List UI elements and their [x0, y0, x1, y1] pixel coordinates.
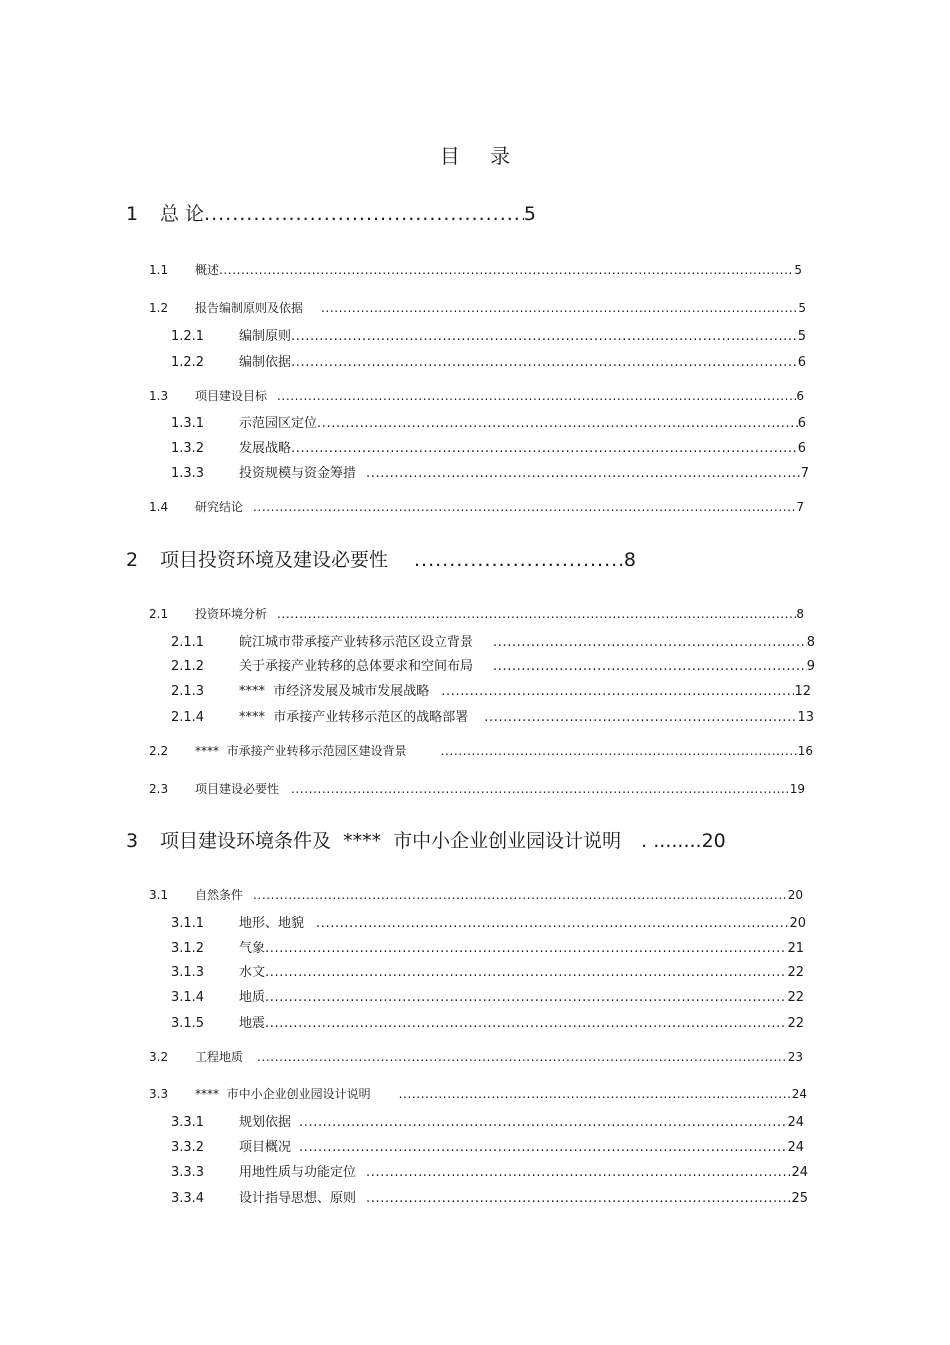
- toc-number: 2.2: [149, 744, 169, 758]
- toc-label: 皖江城市带承接产业转移示范区设立背景: [239, 635, 474, 650]
- toc-entry-section[interactable]: [149, 605, 804, 623]
- toc-number: 3.3: [149, 1087, 169, 1101]
- toc-label: 设计指导思想、原则: [239, 1191, 357, 1206]
- toc-leader: [265, 1015, 787, 1033]
- toc-page-number: 7: [796, 500, 804, 514]
- toc-label: 发展战略: [239, 441, 292, 456]
- toc-label: 研究结论: [195, 500, 244, 514]
- toc-page-number: 12: [794, 684, 811, 699]
- toc-entry-chapter[interactable]: [126, 828, 786, 854]
- toc-page-number: 9: [806, 659, 815, 674]
- toc-page-number: 7: [800, 466, 809, 481]
- toc-label: 项目建设必要性: [195, 782, 280, 796]
- toc-number: 3.1: [149, 888, 169, 902]
- toc-label: 投资环境分析: [195, 607, 268, 621]
- toc-entry-subsection[interactable]: [171, 915, 806, 933]
- toc-page-number: 8: [623, 549, 636, 571]
- toc-leader: [265, 989, 787, 1007]
- toc-page-number: 13: [797, 710, 814, 725]
- toc-leader: [299, 1139, 787, 1157]
- toc-entry-subsection[interactable]: [171, 465, 809, 483]
- toc-label: 项目投资环境及建设必要性: [160, 549, 389, 571]
- toc-label: 地震: [239, 1016, 266, 1031]
- toc-leader: [366, 465, 801, 483]
- toc-label: 地质: [239, 990, 266, 1005]
- toc-label: 项目建设环境条件及 **** 市中小企业创业园设计说明: [160, 830, 622, 852]
- toc-number: 3.1.5: [171, 1016, 205, 1031]
- toc-label: 用地性质与功能定位: [239, 1165, 357, 1180]
- toc-leader: [316, 915, 789, 933]
- toc-entry-subsection[interactable]: [171, 1139, 804, 1157]
- toc-page-number: 24: [787, 1115, 804, 1130]
- toc-leader: [441, 742, 798, 760]
- toc-number: 3.2: [149, 1050, 169, 1064]
- toc-leader: [265, 964, 787, 982]
- toc-label: 编制原则: [239, 329, 292, 344]
- toc-page-number: 24: [791, 1165, 808, 1180]
- toc-page-number: 22: [787, 990, 804, 1005]
- toc-number: 3.1.2: [171, 941, 205, 956]
- toc-entry-subsection[interactable]: [171, 1190, 808, 1208]
- toc-leader: [253, 498, 796, 516]
- toc-number: 3.1.3: [171, 965, 205, 980]
- toc-page-number: 5: [798, 301, 806, 315]
- toc-number: 1.3.1: [171, 416, 205, 431]
- toc-number: 3: [126, 830, 139, 852]
- toc-leader: [366, 1190, 791, 1208]
- toc-label: 关于承接产业转移的总体要求和空间布局: [239, 659, 474, 674]
- toc-number: 1.3.2: [171, 441, 205, 456]
- toc-entry-subsection[interactable]: [171, 709, 814, 727]
- toc-leader: [265, 940, 787, 958]
- toc-entry-subsection[interactable]: [171, 354, 806, 372]
- toc-leader: [441, 683, 794, 701]
- toc-entry-subsection[interactable]: [171, 1164, 808, 1182]
- toc-label: **** 市承接产业转移示范区的战略部署: [239, 710, 469, 725]
- toc-entry-section[interactable]: [149, 1048, 803, 1066]
- toc-page-number: 22: [787, 1016, 804, 1031]
- toc-page-number: 24: [787, 1140, 804, 1155]
- toc-number: 2.3: [149, 782, 169, 796]
- toc-number: 1: [126, 203, 139, 225]
- toc-leader: [277, 605, 796, 623]
- toc-leader: [299, 1114, 787, 1132]
- toc-number: 2.1.3: [171, 684, 205, 699]
- toc-page-number: 20: [787, 888, 803, 902]
- toc-leader: [257, 1048, 788, 1066]
- toc-entry-chapter[interactable]: [126, 547, 636, 573]
- toc-leader: [414, 547, 624, 573]
- toc-label: 概述: [195, 263, 220, 277]
- toc-number: 2.1.2: [171, 659, 205, 674]
- toc-leader: [253, 886, 788, 904]
- toc-number: 1.4: [149, 500, 169, 514]
- toc-page-number: 8: [806, 635, 815, 650]
- toc-number: 1.3: [149, 389, 169, 403]
- toc-entry-subsection[interactable]: [171, 1114, 804, 1132]
- toc-number: 3.3.1: [171, 1115, 205, 1130]
- toc-entry-section[interactable]: [149, 1085, 807, 1103]
- toc-label: 地形、地貌: [239, 916, 305, 931]
- toc-number: 2: [126, 549, 139, 571]
- toc-entry-subsection[interactable]: [171, 328, 806, 346]
- toc-entry-chapter[interactable]: [126, 201, 536, 227]
- toc-leader: [219, 261, 794, 279]
- toc-number: 1.2.2: [171, 355, 205, 370]
- toc-entry-subsection[interactable]: [171, 1015, 804, 1033]
- toc-entry-subsection[interactable]: [171, 658, 815, 676]
- toc-leader: [291, 440, 798, 458]
- toc-page-number: 19: [789, 782, 805, 796]
- toc-entry-subsection[interactable]: [171, 940, 804, 958]
- toc-entry-section[interactable]: [149, 886, 803, 904]
- toc-leader: [204, 201, 524, 227]
- toc-number: 2.1: [149, 607, 169, 621]
- toc-number: 3.1.4: [171, 990, 205, 1005]
- toc-number: 3.1.1: [171, 916, 205, 931]
- toc-label: 报告编制原则及依据: [195, 301, 304, 315]
- toc-label: 水文: [239, 965, 266, 980]
- toc-number: 3.3.2: [171, 1140, 205, 1155]
- toc-label: 工程地质: [195, 1050, 244, 1064]
- toc-label: 规划依据: [239, 1115, 292, 1130]
- toc-label: 示范园区定位: [239, 416, 318, 431]
- toc-label: 项目概况: [239, 1140, 292, 1155]
- toc-entry-subsection[interactable]: [171, 415, 806, 433]
- toc-number: 2.1.4: [171, 710, 205, 725]
- page-title: 目 录: [439, 144, 523, 168]
- toc-entry-section[interactable]: [149, 780, 805, 798]
- toc-entry-subsection[interactable]: [171, 964, 804, 982]
- toc-leader: [291, 328, 798, 346]
- toc-label: **** 市经济发展及城市发展战略: [239, 684, 430, 699]
- toc-leader: [321, 299, 798, 317]
- toc-label: 投资规模与资金筹措: [239, 466, 357, 481]
- toc-page-number: . ........20: [641, 830, 726, 852]
- toc-page-number: 6: [797, 441, 806, 456]
- toc-label: **** 市承接产业转移示范园区建设背景: [195, 744, 407, 758]
- toc-leader: [291, 780, 790, 798]
- toc-entry-section[interactable]: [149, 498, 804, 516]
- toc-page-number: 5: [797, 329, 806, 344]
- toc-label: 自然条件: [195, 888, 244, 902]
- toc-page-number: 22: [787, 965, 804, 980]
- toc-number: 1.2: [149, 301, 169, 315]
- toc-entry-section[interactable]: [149, 742, 813, 760]
- toc-page-number: 23: [787, 1050, 803, 1064]
- toc-number: 2.1.1: [171, 635, 205, 650]
- toc-page-number: 5: [523, 203, 536, 225]
- toc-leader: [366, 1164, 791, 1182]
- toc-page-number: 6: [797, 416, 806, 431]
- toc-page-number: 21: [787, 941, 804, 956]
- toc-leader: [399, 1085, 792, 1103]
- toc-page-number: 20: [789, 916, 806, 931]
- toc-number: 1.1: [149, 263, 169, 277]
- toc-label: 编制依据: [239, 355, 292, 370]
- toc-page-number: 25: [791, 1191, 808, 1206]
- toc-page-number: 24: [791, 1087, 807, 1101]
- toc-label: 总 论: [160, 203, 205, 225]
- toc-entry-subsection[interactable]: [171, 989, 804, 1007]
- toc-leader: [484, 709, 797, 727]
- toc-entry-section[interactable]: [149, 299, 806, 317]
- toc-number: 1.2.1: [171, 329, 205, 344]
- toc-number: 1.3.3: [171, 466, 205, 481]
- toc-entry-subsection[interactable]: [171, 634, 815, 652]
- toc-label: 气象: [239, 941, 266, 956]
- toc-number: 3.3.3: [171, 1165, 205, 1180]
- toc-page-number: 8: [796, 607, 804, 621]
- toc-number: 3.3.4: [171, 1191, 205, 1206]
- toc-page-number: 5: [794, 263, 802, 277]
- toc-entry-subsection[interactable]: [171, 440, 806, 458]
- toc-entry-section[interactable]: [149, 387, 804, 405]
- toc-label: **** 市中小企业创业园设计说明: [195, 1087, 371, 1101]
- toc-leader: [493, 634, 807, 652]
- toc-entry-subsection[interactable]: [171, 683, 811, 701]
- toc-page-number: 6: [796, 389, 804, 403]
- toc-leader: [317, 415, 798, 433]
- toc-entry-section[interactable]: [149, 261, 802, 279]
- toc-page-number: 6: [797, 355, 806, 370]
- toc-leader: [277, 387, 796, 405]
- toc-label: 项目建设目标: [195, 389, 268, 403]
- toc-leader: [493, 658, 807, 676]
- toc-page-number: 16: [797, 744, 813, 758]
- toc-leader: [291, 354, 798, 372]
